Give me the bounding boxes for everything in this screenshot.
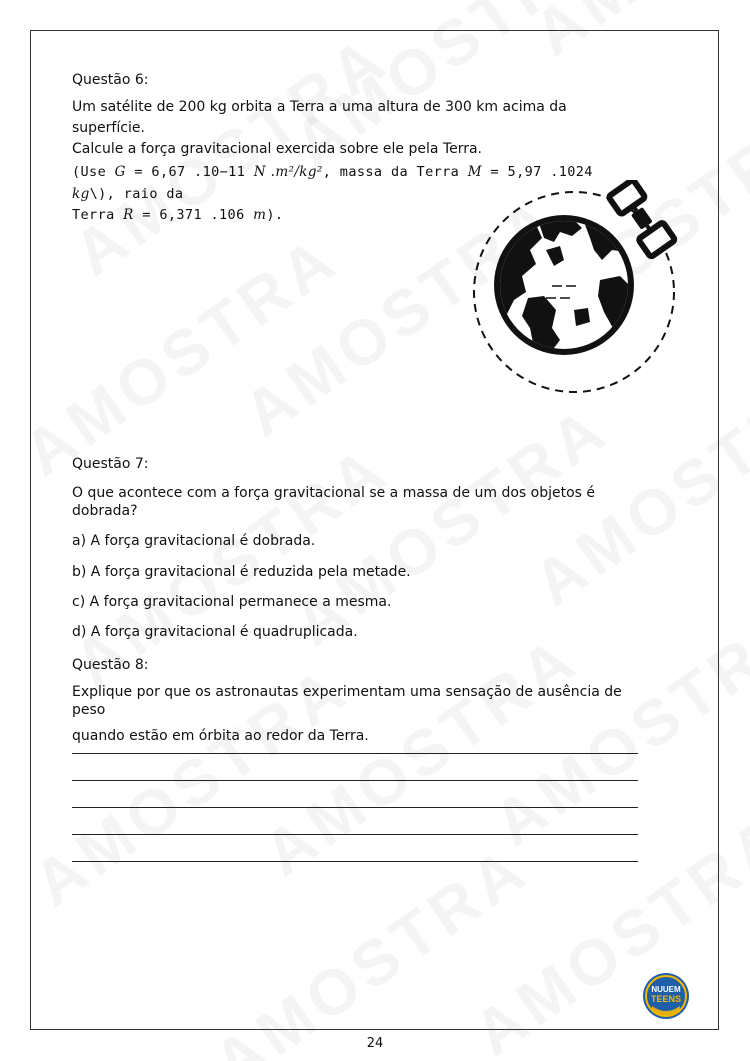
formula-text: , massa da Terra xyxy=(322,164,468,180)
question-8 xyxy=(72,657,652,887)
logo-text-line-2: TEENS xyxy=(650,994,682,1004)
formula-text: Terra xyxy=(72,207,124,224)
formula-symbol-g: G xyxy=(114,164,126,180)
option-d: d) A força gravitacional é quadruplicada. xyxy=(72,623,358,640)
option-c: c) A força gravitacional permanece a mesma. xyxy=(72,593,392,610)
question-7-title: Questão 7: xyxy=(72,456,149,472)
formula-text: \), raio da xyxy=(89,185,184,202)
earth-icon xyxy=(494,214,634,356)
page-number: 24 xyxy=(366,1036,384,1051)
answer-line[interactable] xyxy=(72,833,638,835)
formula-unit: N .m²/kg² xyxy=(253,164,323,180)
formula-text: = 6,67 .10−11 xyxy=(125,164,254,180)
formula-unit: kg xyxy=(72,185,90,202)
answer-line[interactable] xyxy=(72,752,638,754)
answer-line[interactable] xyxy=(72,779,638,781)
question-8-line-2: quando estão em órbita ao redor da Terra. xyxy=(72,728,369,745)
question-7 xyxy=(72,456,652,651)
formula-unit: m xyxy=(253,207,267,224)
question-7-text: O que acontece com a força gravitacional se a massa de um dos objetos é dobrada? xyxy=(72,485,596,520)
question-6-line-2: Calcule a força gravitacional exercida sobre ele pela Terra. xyxy=(72,141,482,157)
question-6-line-1: Um satélite de 200 kg orbita a Terra a uma altura de 300 km acima da superfície. xyxy=(72,99,567,136)
nuuem-teens-logo xyxy=(642,972,690,1020)
answer-line[interactable] xyxy=(72,860,638,862)
formula-text: = 5,97 .1024 xyxy=(481,164,593,180)
option-b: b) A força gravitacional é reduzida pela metade. xyxy=(72,563,411,580)
question-6-title: Questão 6: xyxy=(72,72,149,88)
formula-text: ). xyxy=(266,207,284,224)
answer-line[interactable] xyxy=(72,806,638,808)
formula-text: (Use xyxy=(72,164,115,180)
formula-text: = 6,371 .106 xyxy=(133,207,254,224)
formula-symbol-r: R xyxy=(123,207,134,224)
question-8-title: Questão 8: xyxy=(72,657,149,673)
logo-text-line-1: NUUEM xyxy=(651,985,681,994)
earth-satellite-illustration xyxy=(464,180,690,396)
question-8-line-1: Explique por que os astronautas experimentam uma sensação de ausência de peso xyxy=(72,684,622,719)
formula-symbol-m: M xyxy=(467,164,482,180)
option-a: a) A força gravitacional é dobrada. xyxy=(72,533,316,550)
